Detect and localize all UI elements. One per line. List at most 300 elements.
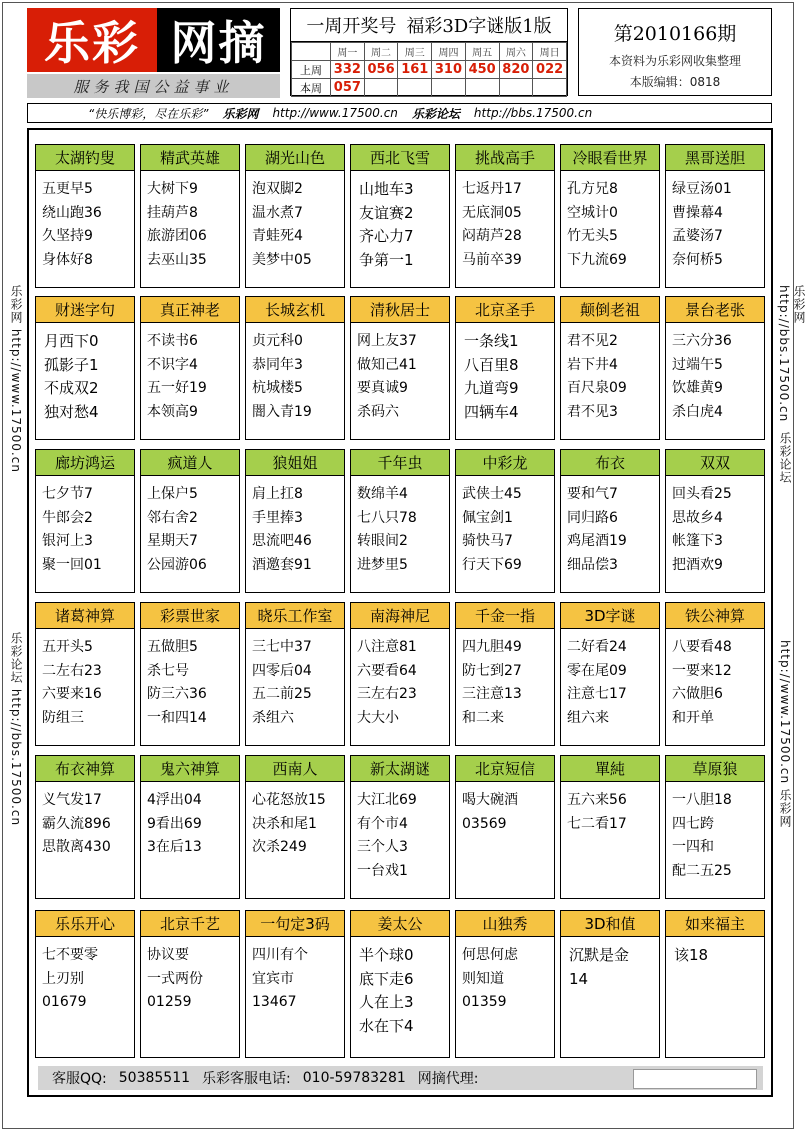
card-line: 五二前25 bbox=[252, 686, 312, 702]
card-title: 疯道人 bbox=[141, 450, 239, 476]
card-title: 乐乐开心 bbox=[36, 911, 134, 937]
card-title: 财迷字句 bbox=[36, 297, 134, 323]
card-line: 三六分36 bbox=[672, 333, 732, 349]
card-line: 手里捧3 bbox=[252, 509, 303, 526]
card-line: 思流吧46 bbox=[252, 533, 312, 549]
draw-table bbox=[291, 42, 567, 97]
card-line: 竹无头5 bbox=[567, 228, 618, 244]
card-line: 上刃别 bbox=[42, 970, 84, 987]
card-line: 13467 bbox=[252, 994, 297, 1010]
draw-day: 周二 bbox=[364, 43, 398, 61]
draw-day: 周三 bbox=[398, 43, 432, 61]
prediction-card bbox=[35, 144, 135, 288]
card-line: 八百里8 bbox=[464, 355, 519, 374]
prediction-card bbox=[245, 144, 345, 288]
card-line: 03569 bbox=[462, 815, 507, 832]
card-line: 不成双2 bbox=[44, 379, 99, 397]
card-line: 泡双脚2 bbox=[252, 181, 303, 197]
prediction-card bbox=[665, 910, 765, 1058]
side-text-right-mid: 乐彩论坛 bbox=[778, 432, 792, 484]
card-title: 双双 bbox=[666, 450, 764, 476]
card-body bbox=[351, 476, 449, 577]
prediction-card bbox=[560, 449, 660, 593]
draw-row-label: 本周 bbox=[292, 79, 331, 97]
card-line: 和开单 bbox=[672, 709, 714, 726]
card-line: 君不见3 bbox=[567, 403, 618, 420]
card-body bbox=[561, 323, 659, 424]
card-line: 身体好8 bbox=[42, 251, 93, 268]
card-line: 公园游06 bbox=[147, 556, 207, 573]
card-title: 冷眼看世界 bbox=[561, 145, 659, 171]
card-title: 廊坊鸿运 bbox=[36, 450, 134, 476]
card-line: 把酒欢9 bbox=[672, 556, 723, 573]
card-line: 久坚持9 bbox=[42, 228, 93, 244]
prediction-card bbox=[140, 144, 240, 288]
card-body bbox=[141, 782, 239, 860]
prediction-card bbox=[140, 296, 240, 440]
prediction-card bbox=[140, 449, 240, 593]
card-line: 组六来 bbox=[567, 709, 609, 726]
draw-row-label: 上周 bbox=[292, 61, 331, 79]
card-line: 三左右23 bbox=[357, 686, 417, 702]
banner-site-link[interactable]: http://www.17500.cn bbox=[272, 106, 398, 120]
logo-right-text: 网摘 bbox=[157, 8, 280, 72]
prediction-card bbox=[560, 144, 660, 288]
card-line: 聚一回01 bbox=[42, 556, 102, 573]
card-body bbox=[666, 782, 764, 883]
card-line: 七不要零 bbox=[42, 947, 98, 963]
draw-number bbox=[364, 79, 398, 97]
footer-phone-label: 乐彩客服电话: bbox=[202, 1071, 291, 1087]
card-line: 防三六36 bbox=[147, 686, 207, 702]
card-line: 14 bbox=[569, 969, 589, 988]
card-line: 齐心力7 bbox=[359, 227, 414, 245]
side-text-left-top: 乐彩网 http://www.17500.cn bbox=[9, 285, 23, 473]
card-body bbox=[36, 323, 134, 424]
card-line: 沉默是金 bbox=[569, 946, 630, 964]
card-title: 诸葛神算 bbox=[36, 603, 134, 629]
card-line: 邻右舍2 bbox=[147, 509, 198, 526]
card-line: 三个人3 bbox=[357, 839, 408, 855]
card-line: 三注意13 bbox=[462, 686, 522, 702]
card-line: 则知道 bbox=[462, 970, 504, 987]
issue-note: 本资料为乐彩网收集整理 bbox=[608, 54, 741, 68]
card-body bbox=[666, 323, 764, 424]
draw-number bbox=[533, 79, 567, 97]
card-body bbox=[141, 323, 239, 424]
card-title: 鬼六神算 bbox=[141, 756, 239, 782]
card-title: 晓乐工作室 bbox=[246, 603, 344, 629]
draw-day: 周一 bbox=[331, 43, 365, 61]
draw-number: 161 bbox=[398, 61, 432, 79]
card-body bbox=[666, 476, 764, 577]
card-title: 山独秀 bbox=[456, 911, 554, 937]
card-line: 旅游团06 bbox=[147, 228, 207, 244]
card-body bbox=[666, 937, 764, 968]
card-line: 七返丹17 bbox=[462, 181, 522, 197]
prediction-card bbox=[665, 449, 765, 593]
card-line: 酒邀套91 bbox=[252, 556, 312, 573]
draw-corner-cell bbox=[292, 43, 331, 61]
predictions-grid bbox=[27, 128, 773, 1097]
prediction-card bbox=[35, 449, 135, 593]
draw-number: 820 bbox=[499, 61, 533, 79]
prediction-card bbox=[245, 296, 345, 440]
card-body bbox=[141, 629, 239, 730]
card-line: 大江北69 bbox=[357, 792, 417, 808]
card-line: 鸡尾酒19 bbox=[567, 533, 627, 549]
prediction-card bbox=[35, 296, 135, 440]
card-line: 百尺泉09 bbox=[567, 380, 627, 396]
card-line: 行天下69 bbox=[462, 556, 522, 573]
draw-number: 056 bbox=[364, 61, 398, 79]
card-line: 肩上扛8 bbox=[252, 486, 303, 502]
draw-number: 022 bbox=[533, 61, 567, 79]
card-line: 底下走6 bbox=[359, 969, 414, 988]
card-line: 四辆车4 bbox=[464, 402, 519, 421]
card-title: 颠倒老祖 bbox=[561, 297, 659, 323]
card-line: 大树下9 bbox=[147, 181, 198, 197]
prediction-card bbox=[35, 910, 135, 1058]
side-text-right-top: 乐彩网 http://bbs.17500.cn bbox=[777, 285, 806, 423]
card-line: 4浮出04 bbox=[147, 792, 202, 808]
card-line: 闇入青19 bbox=[252, 403, 312, 420]
slogan-banner bbox=[27, 103, 772, 123]
card-line: 上保户5 bbox=[147, 486, 198, 502]
card-line: 曹操幕4 bbox=[672, 204, 723, 221]
card-title: 3D和值 bbox=[561, 911, 659, 937]
card-line: 孤影子1 bbox=[44, 355, 99, 374]
card-title: 清秋居士 bbox=[351, 297, 449, 323]
card-body bbox=[561, 629, 659, 730]
card-line: 有个市4 bbox=[357, 815, 408, 832]
card-line: 3在后13 bbox=[147, 839, 202, 855]
prediction-card bbox=[560, 296, 660, 440]
draw-day: 周六 bbox=[499, 43, 533, 61]
card-title: 姜太公 bbox=[351, 911, 449, 937]
card-title: 长城玄机 bbox=[246, 297, 344, 323]
draw-number: 057 bbox=[331, 79, 365, 97]
card-line: 岩下井4 bbox=[567, 356, 618, 373]
card-body bbox=[456, 476, 554, 577]
card-line: 9看出69 bbox=[147, 815, 202, 832]
card-line: 一八胆18 bbox=[672, 792, 732, 808]
card-line: 空城计0 bbox=[567, 204, 618, 221]
prediction-card bbox=[350, 602, 450, 746]
draw-day: 周日 bbox=[533, 43, 567, 61]
card-line: 月西下0 bbox=[44, 332, 99, 350]
card-line: 山地车3 bbox=[359, 180, 414, 198]
card-line: 六要看64 bbox=[357, 662, 417, 679]
card-line: 帐篷下3 bbox=[672, 533, 723, 549]
card-title: 狼姐姐 bbox=[246, 450, 344, 476]
side-text-right-bottom: http://www.17500.cn 乐彩网 bbox=[778, 640, 792, 828]
card-title: 彩票世家 bbox=[141, 603, 239, 629]
card-body bbox=[666, 629, 764, 730]
footer-qq: 50385511 bbox=[118, 1070, 191, 1086]
card-body bbox=[141, 171, 239, 272]
card-line: 01679 bbox=[42, 994, 87, 1010]
card-line: 独对愁4 bbox=[44, 402, 99, 421]
card-body bbox=[246, 629, 344, 730]
footer-agent-box bbox=[633, 1069, 757, 1089]
prediction-card bbox=[665, 602, 765, 746]
card-body bbox=[561, 937, 659, 991]
draw-this-week-row bbox=[292, 79, 567, 97]
draw-number: 332 bbox=[331, 61, 365, 79]
card-line: 奈何桥5 bbox=[672, 251, 723, 268]
footer-phone: 010-59783281 bbox=[302, 1070, 406, 1086]
prediction-card bbox=[245, 755, 345, 899]
card-title: 如来福主 bbox=[666, 911, 764, 937]
card-line: 何思何虑 bbox=[462, 947, 518, 963]
card-line: 二左右23 bbox=[42, 662, 102, 679]
card-line: 防七到27 bbox=[462, 662, 522, 679]
card-line: 友谊赛2 bbox=[359, 203, 414, 222]
draw-days-row bbox=[292, 43, 567, 61]
draw-number: 310 bbox=[432, 61, 466, 79]
card-title: 黑哥送胆 bbox=[666, 145, 764, 171]
prediction-card bbox=[455, 296, 555, 440]
banner-forum-name[interactable]: 乐彩论坛 bbox=[411, 106, 460, 121]
card-line: 喝大碗酒 bbox=[462, 792, 518, 808]
card-line: 数绵羊4 bbox=[357, 486, 408, 502]
footer-qq-label: 客服QQ: bbox=[52, 1071, 107, 1087]
prediction-card bbox=[245, 910, 345, 1058]
card-line: 杭城楼5 bbox=[252, 380, 303, 396]
card-line: 一和四14 bbox=[147, 709, 207, 726]
card-line: 五六来56 bbox=[567, 792, 627, 808]
card-line: 思散离430 bbox=[42, 839, 111, 855]
card-line: 青蛙死4 bbox=[252, 228, 303, 244]
issue-number: 第2010166期 bbox=[613, 23, 737, 45]
card-line: 协议要 bbox=[147, 947, 189, 963]
prediction-card bbox=[455, 602, 555, 746]
prediction-card bbox=[665, 755, 765, 899]
card-line: 一式两份 bbox=[147, 970, 203, 987]
card-line: 八注意81 bbox=[357, 639, 417, 655]
draw-day: 周五 bbox=[465, 43, 499, 61]
card-line: 半个球0 bbox=[359, 946, 414, 964]
card-body bbox=[246, 782, 344, 860]
card-line: 杀白虎4 bbox=[672, 403, 723, 420]
card-title: 景台老张 bbox=[666, 297, 764, 323]
card-line: 贞元科0 bbox=[252, 333, 303, 349]
card-line: 星期天7 bbox=[147, 533, 198, 549]
card-line: 大大小 bbox=[357, 709, 399, 726]
card-line: 不识字4 bbox=[147, 356, 198, 373]
banner-quote: “快乐博彩，尽在乐彩” bbox=[88, 106, 209, 121]
card-line: 决杀和尾1 bbox=[252, 815, 317, 832]
draw-number: 450 bbox=[465, 61, 499, 79]
card-line: 义气发17 bbox=[42, 792, 102, 808]
card-body bbox=[141, 937, 239, 1015]
card-body bbox=[561, 782, 659, 836]
card-line: 五一好19 bbox=[147, 380, 207, 396]
card-body bbox=[351, 323, 449, 424]
card-body bbox=[351, 629, 449, 730]
card-title: 千金一指 bbox=[456, 603, 554, 629]
draw-number bbox=[465, 79, 499, 97]
card-title: 3D字谜 bbox=[561, 603, 659, 629]
prediction-card bbox=[350, 910, 450, 1058]
card-line: 绕山跑36 bbox=[42, 204, 102, 221]
card-title: 一句定3码 bbox=[246, 911, 344, 937]
card-line: 要和气7 bbox=[567, 486, 618, 502]
card-line: 该18 bbox=[674, 946, 709, 964]
card-title: 挑战高手 bbox=[456, 145, 554, 171]
footer-bar bbox=[38, 1066, 763, 1090]
card-line: 去巫山35 bbox=[147, 251, 207, 268]
card-body bbox=[456, 782, 554, 836]
card-line: 不读书6 bbox=[147, 333, 198, 349]
card-body bbox=[456, 323, 554, 424]
card-body bbox=[246, 937, 344, 1015]
card-line: 二好看24 bbox=[567, 639, 627, 655]
card-title: 真正神老 bbox=[141, 297, 239, 323]
card-body bbox=[351, 937, 449, 1038]
card-line: 马前卒39 bbox=[462, 251, 522, 268]
prediction-card bbox=[560, 755, 660, 899]
draw-day: 周四 bbox=[432, 43, 466, 61]
card-line: 01359 bbox=[462, 994, 507, 1010]
draw-title-b: 福彩3D字谜版1版 bbox=[406, 16, 552, 37]
draw-last-week-row bbox=[292, 61, 567, 79]
prediction-card bbox=[245, 449, 345, 593]
prediction-card bbox=[245, 602, 345, 746]
draw-title bbox=[291, 9, 567, 42]
card-line: 温水煮7 bbox=[252, 204, 303, 221]
card-line: 恭同年3 bbox=[252, 356, 303, 373]
card-body bbox=[561, 171, 659, 272]
card-body bbox=[456, 937, 554, 1015]
card-line: 人在上3 bbox=[359, 993, 414, 1011]
draw-number bbox=[499, 79, 533, 97]
card-line: 无底洞05 bbox=[462, 204, 522, 221]
card-body bbox=[36, 476, 134, 577]
card-line: 骑快马7 bbox=[462, 533, 513, 549]
card-line: 七二看17 bbox=[567, 815, 627, 832]
logo-left-text: 乐彩 bbox=[27, 8, 157, 72]
card-title: 草原狼 bbox=[666, 756, 764, 782]
card-line: 宜宾市 bbox=[252, 970, 294, 987]
card-line: 要真诚9 bbox=[357, 380, 408, 396]
card-title: 新太湖谜 bbox=[351, 756, 449, 782]
card-title: 北京短信 bbox=[456, 756, 554, 782]
side-text-left-bottom: 乐彩论坛 http://bbs.17500.cn bbox=[9, 632, 23, 827]
card-line: 孟婆汤7 bbox=[672, 228, 723, 244]
card-line: 一要来12 bbox=[672, 662, 732, 679]
card-line: 一条线1 bbox=[464, 332, 519, 350]
card-body bbox=[456, 171, 554, 272]
card-title: 單純 bbox=[561, 756, 659, 782]
card-line: 进梦里5 bbox=[357, 556, 408, 573]
card-line: 细品偿3 bbox=[567, 556, 618, 573]
card-line: 霸久流896 bbox=[42, 815, 111, 832]
card-line: 五做胆5 bbox=[147, 639, 198, 655]
card-title: 湖光山色 bbox=[246, 145, 344, 171]
card-line: 七八只78 bbox=[357, 509, 417, 526]
card-line: 饮雄黄9 bbox=[672, 380, 723, 396]
card-line: 过端午5 bbox=[672, 356, 723, 373]
prediction-card bbox=[455, 449, 555, 593]
card-line: 01259 bbox=[147, 994, 192, 1010]
card-line: 武侠士45 bbox=[462, 486, 522, 502]
card-body bbox=[36, 782, 134, 860]
banner-site-name[interactable]: 乐彩网 bbox=[222, 106, 259, 121]
card-body bbox=[246, 171, 344, 272]
card-line: 做知己41 bbox=[357, 356, 417, 373]
card-line: 次杀249 bbox=[252, 839, 307, 855]
card-body bbox=[36, 629, 134, 730]
card-line: 一台戏1 bbox=[357, 862, 408, 879]
card-line: 美梦中05 bbox=[252, 251, 312, 268]
card-line: 三七中37 bbox=[252, 639, 312, 655]
card-title: 中彩龙 bbox=[456, 450, 554, 476]
card-body bbox=[351, 782, 449, 883]
weekly-draw-box bbox=[290, 8, 568, 96]
banner-forum-link[interactable]: http://bbs.17500.cn bbox=[473, 106, 593, 120]
card-body bbox=[351, 171, 449, 272]
card-body bbox=[36, 937, 134, 1015]
card-line: 网上友37 bbox=[357, 333, 417, 349]
prediction-card bbox=[350, 296, 450, 440]
card-line: 挂葫芦8 bbox=[147, 204, 198, 221]
card-body bbox=[246, 323, 344, 424]
card-title: 北京千艺 bbox=[141, 911, 239, 937]
card-body bbox=[456, 629, 554, 730]
card-line: 心花怒放15 bbox=[252, 792, 326, 808]
draw-title-a: 一周开奖号 bbox=[306, 16, 397, 37]
prediction-card bbox=[350, 755, 450, 899]
card-body bbox=[246, 476, 344, 577]
card-line: 下九流69 bbox=[567, 251, 627, 268]
card-title: 布衣 bbox=[561, 450, 659, 476]
card-line: 六要来16 bbox=[42, 686, 102, 702]
prediction-card bbox=[140, 755, 240, 899]
prediction-card bbox=[455, 144, 555, 288]
card-line: 五更早5 bbox=[42, 181, 93, 197]
card-line: 孔方兄8 bbox=[567, 181, 618, 197]
prediction-card bbox=[35, 755, 135, 899]
prediction-card bbox=[350, 449, 450, 593]
card-line: 争第一1 bbox=[359, 250, 414, 269]
prediction-card bbox=[455, 755, 555, 899]
card-body bbox=[666, 171, 764, 272]
draw-number bbox=[432, 79, 466, 97]
prediction-card bbox=[665, 144, 765, 288]
prediction-card bbox=[140, 602, 240, 746]
card-line: 杀七号 bbox=[147, 662, 189, 679]
card-title: 千年虫 bbox=[351, 450, 449, 476]
card-line: 九道弯9 bbox=[464, 379, 519, 397]
card-line: 四零后04 bbox=[252, 662, 312, 679]
card-line: 绿豆汤01 bbox=[672, 181, 732, 197]
card-title: 铁公神算 bbox=[666, 603, 764, 629]
card-line: 思故乡4 bbox=[672, 509, 723, 526]
card-line: 注意七17 bbox=[567, 686, 627, 702]
card-title: 精武英雄 bbox=[141, 145, 239, 171]
card-title: 西北飞雪 bbox=[351, 145, 449, 171]
card-line: 八要看48 bbox=[672, 639, 732, 655]
card-line: 本领高9 bbox=[147, 403, 198, 420]
card-line: 零在尾09 bbox=[567, 662, 627, 679]
prediction-card bbox=[455, 910, 555, 1058]
card-body bbox=[561, 476, 659, 577]
site-logo[interactable] bbox=[27, 8, 280, 98]
card-line: 防组三 bbox=[42, 709, 84, 726]
card-line: 四川有个 bbox=[252, 947, 308, 963]
